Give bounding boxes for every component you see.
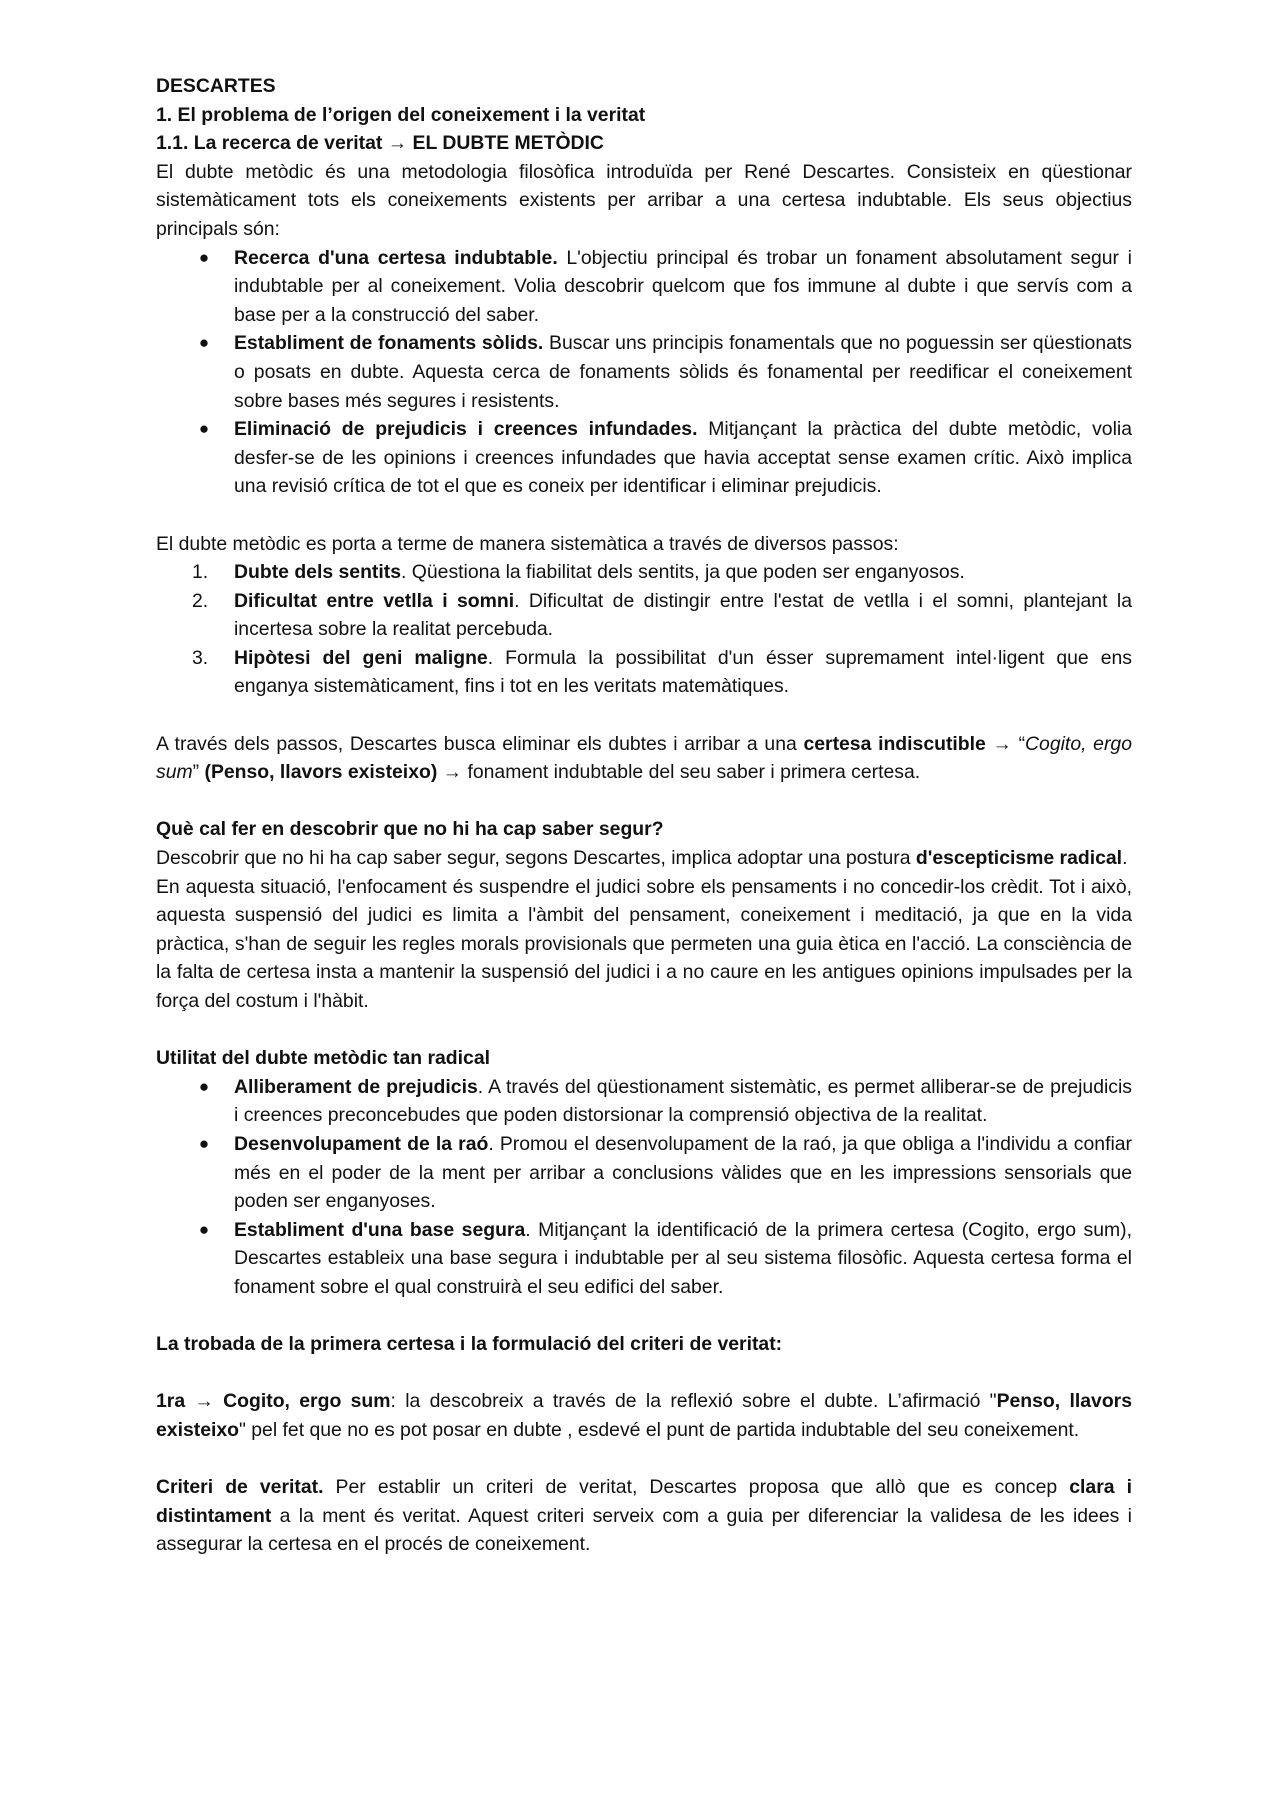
document-title: DESCARTES <box>156 75 276 97</box>
question-heading: Què cal fer en descobrir que no hi ha cap saber segur? <box>156 818 664 841</box>
trobada-heading: La trobada de la primera certesa i la formulació del criteri de veritat: <box>156 1333 783 1356</box>
first-certainty-paragraph: 1ra → Cogito, ergo sum: la descobreix a través de la reflexió sobre el dubte. L’afirmació "Penso, llavors existeixo" pel fet que no es pot posar en dubte , esdevé el punt de partida indubtable del seu coneixement. <box>156 1390 1133 1441</box>
conclusion-paragraph: A través dels passos, Descartes busca eliminar els dubtes i arribar a una certesa indiscutible → “Cogito, ergo sum” (Penso, llavors existeixo) → fonament indubtable del seu saber i primera certesa. <box>156 732 1132 784</box>
list-item: 3. Hipòtesi del geni maligne. Formula la possibilitat d'un ésser supremament intel·ligent que ens enganya sistemàticament, fins i tot en les veritats matemàtiques. <box>192 646 1132 698</box>
objectives-list <box>156 244 1132 501</box>
question-paragraph: Descobrir que no hi ha cap saber segur, segons Descartes, implica adoptar una postura d'escepticisme radical. <box>156 847 1128 870</box>
list-item: ● Desenvolupament de la raó. Promou el desenvolupament de la raó, ja que obliga a l'individu a confiar més en el poder de la ment per arribar a conclusions vàlides que en les impressions sensorials que poden ser enganyoses. <box>156 1130 1132 1216</box>
question-paragraph-2: En aquesta situació, l'enfocament és suspendre el judici sobre els pensaments i no concedir-los crèdit. Tot i això, aquesta suspensió del judici es limita a l'àmbit del pensament, coneixement i meditació, ja que en la vida pràctica, s'han de seguir les regles morals provisionals que permeten una guia ètica en l'acció. La consciència de la falta de certesa insta a mantenir la suspensió del judici i a no caure en les antigues opinions impulsades per la força del costum i l'hàbit. <box>156 875 1132 1012</box>
utility-heading: Utilitat del dubte metòdic tan radical <box>156 1047 490 1070</box>
bullet-icon: ● <box>198 1076 210 1096</box>
list-item: ● Eliminació de prejudicis i creences infundades. Mitjançant la pràctica del dubte metòdic, volia desfer-se de les opinions i creences infundades que havia acceptat sense examen crític. Això implica una revisió crítica de tot el que es coneix per identificar i eliminar prejudicis. <box>156 415 1132 501</box>
list-item: 2. Dificultat entre vetlla i somni. Dificultat de distingir entre l'estat de vetlla i el somni, plantejant la incertesa sobre la realitat percebuda. <box>192 589 1132 641</box>
list-item: ● Establiment de fonaments sòlids. Buscar uns principis fonamentals que no poguessin ser qüestionats o posats en dubte. Aquesta cerca de fonaments sòlids és fonamental per reedificar el coneixement sobre bases més segures i resistents. <box>156 329 1132 415</box>
intro-paragraph: El dubte metòdic és una metodologia filosòfica introduïda per René Descartes. Consisteix en qüestionar sistemàticament tots els coneixements existents per arribar a una certesa indubtable. Els seus objectius principals són: <box>156 160 1132 240</box>
criterion-paragraph: Criteri de veritat. Per establir un criteri de veritat, Descartes proposa que allò que es concep clara i distintament a la ment és veritat. Aquest criteri serveix com a guia per diferenciar la validesa de les idees i assegurar la certesa en el procés de coneixement. <box>156 1476 1132 1556</box>
list-item: ● Recerca d'una certesa indubtable. L'objectiu principal és trobar un fonament absolutament segur i indubtable per al coneixement. Volia descobrir quelcom que fos immune al dubte i que servís com a base per a la construcció del saber. <box>156 244 1132 330</box>
list-item: 1. Dubte dels sentits. Qüestiona la fiabilitat dels sentits, ja que poden ser enganyosos. <box>192 561 965 584</box>
steps-intro: El dubte metòdic es porta a terme de manera sistemàtica a través de diversos passos: <box>156 532 899 555</box>
document-page <box>156 72 1132 1559</box>
bullet-icon: ● <box>198 419 210 439</box>
list-item: ● Establiment d'una base segura. Mitjançant la identificació de la primera certesa (Cogito, ergo sum), Descartes estableix una base segura i indubtable per al seu sistema filosòfic. Aquesta certesa forma el fonament sobre el qual construirà el seu edifici del saber. <box>156 1216 1132 1302</box>
bullet-icon: ● <box>198 247 210 267</box>
bullet-icon: ● <box>198 333 210 353</box>
section-heading: 1. El problema de l’origen del coneixement i la veritat <box>156 103 646 126</box>
subsection-heading: 1.1. La recerca de veritat → EL DUBTE METÒDIC <box>156 132 604 155</box>
steps-list <box>156 558 1132 701</box>
bullet-icon: ● <box>198 1133 210 1153</box>
list-item: ● Alliberament de prejudicis. A través del qüestionament sistemàtic, es permet alliberar-se de prejudicis i creences preconcebudes que poden distorsionar la comprensió objectiva de la realitat. <box>156 1073 1132 1130</box>
bullet-icon: ● <box>198 1219 210 1239</box>
utility-list <box>156 1073 1132 1302</box>
